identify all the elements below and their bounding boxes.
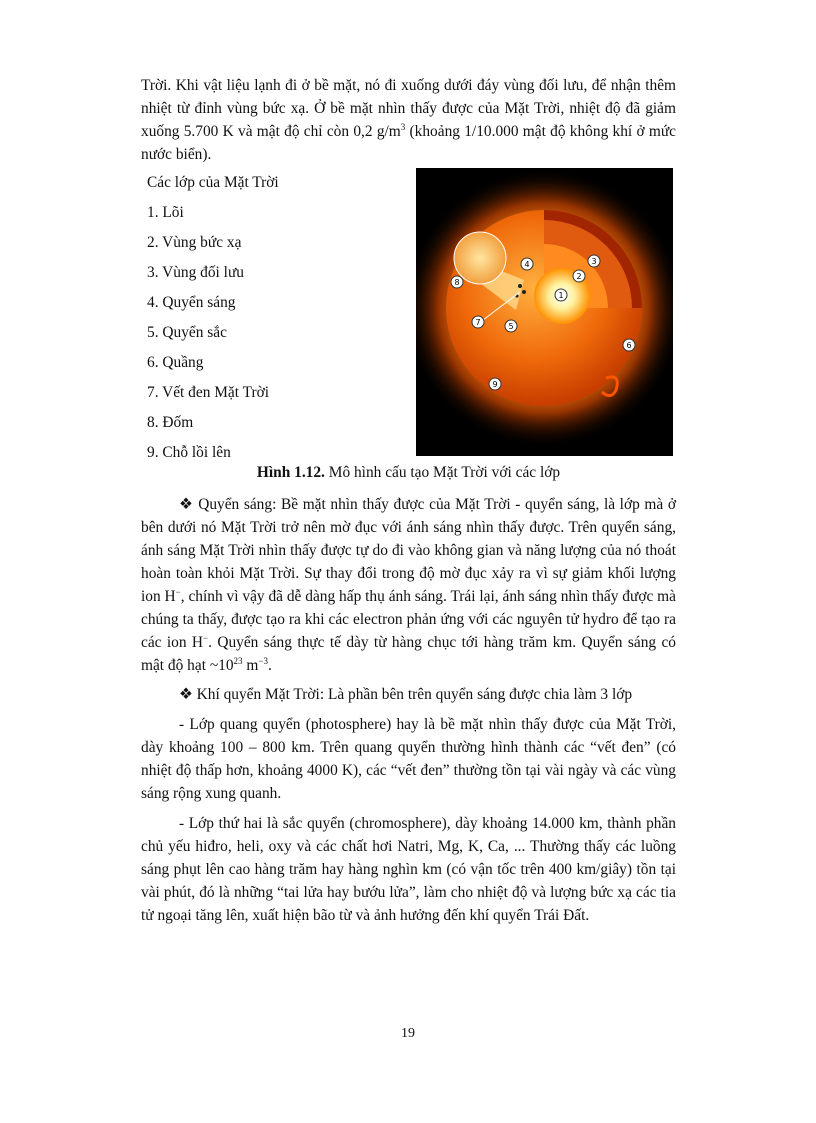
p1-text: , chính vì vậy đã dễ dàng hấp thụ ánh sáng. Trái lại, ánh sáng nhìn thấy được mà chúng ta thấy, được tạo ra khi các electron phản ứng với các nguyên tử hydro để tạo ra các ion H	[141, 588, 676, 651]
intro-paragraph	[141, 74, 676, 166]
p2-text: Khí quyển Mặt Trời: Là phần bên trên quyển sáng được chia làm 3 lớp	[192, 686, 633, 703]
list-item: 7. Vết đen Mặt Trời	[147, 384, 270, 401]
svg-text:2: 2	[576, 272, 582, 281]
p1-text: m	[242, 657, 259, 674]
svg-text:7: 7	[475, 318, 481, 327]
list-item: 9. Chỗ lồi lên	[147, 444, 231, 461]
svg-text:9: 9	[492, 380, 498, 389]
list-item: 3. Vùng đối lưu	[147, 264, 244, 281]
svg-text:3: 3	[591, 257, 597, 266]
marker-5	[505, 320, 517, 332]
superscript: 23	[233, 655, 243, 666]
superscript: −3	[258, 655, 268, 666]
chromosphere-paragraph: - Lớp thứ hai là sắc quyển (chromosphere), dày khoảng 14.000 km, thành phần chủ yếu hiđro, heli, oxy và các chất hơi Natri, Mg, K, Ca, ... Thường thấy các luồng sáng phụt lên cao hàng trăm hay hàng nghìn km (có vận tốc trên 400 km/giây) tồn tại vài phút, đó là những “tai lửa hay bướu lửa”, làm cho nhiệt độ và lượng bức xạ các tia tử ngoại tăng lên, xuất hiện bão từ và ảnh hưởng đến khí quyển Trái Đất.	[141, 815, 676, 924]
figure-caption	[141, 464, 676, 482]
granulation-inset	[454, 232, 506, 284]
marker-9	[489, 378, 501, 390]
list-item: 5. Quyển sắc	[147, 324, 227, 341]
bullet-icon: ❖	[179, 496, 194, 513]
intro-text: Trời. Khi vật liệu lạnh đi ở bề mặt, nó đi xuống dưới đáy vùng đối lưu, để nhận thêm nhiệt từ đỉnh vùng bức xạ. Ở bề mặt nhìn thấy được của Mặt Trời, nhiệt độ đã giảm xuống 5.700 K và mật độ chỉ còn 0,2 g/m	[141, 77, 676, 140]
svg-text:6: 6	[626, 341, 632, 350]
svg-text:1: 1	[558, 291, 564, 300]
list-item: 2. Vùng bức xạ	[147, 234, 242, 251]
sun-structure-figure	[416, 168, 673, 456]
p1-text: .	[267, 657, 272, 674]
marker-3	[588, 255, 600, 267]
svg-text:4: 4	[524, 260, 530, 269]
list-item: 4. Quyển sáng	[147, 294, 236, 311]
list-item: 6. Quầng	[147, 354, 204, 371]
p1-text: . Quyển sáng thực tế dày từ hàng chục tới hàng trăm km. Quyển sáng có mật độ hạt ~10	[141, 634, 676, 674]
list-heading: Các lớp của Mặt Trời	[147, 174, 279, 191]
list-item: 1. Lõi	[147, 204, 184, 221]
intro-superscript: 3	[400, 121, 406, 132]
marker-4	[521, 258, 533, 270]
page-number: 19	[401, 1026, 415, 1041]
list-item: 8. Đốm	[147, 414, 194, 431]
svg-text:8: 8	[454, 278, 460, 287]
bullet-icon: ❖	[179, 686, 193, 703]
sun-structure-illustration	[416, 168, 673, 456]
atmosphere-paragraph	[141, 683, 676, 706]
caption-text: Mô hình cấu tạo Mặt Trời với các lớp	[324, 464, 561, 481]
marker-2	[573, 270, 585, 282]
marker-6	[623, 339, 635, 351]
superscript: −	[175, 586, 181, 597]
intro-text-end: (khoảng 1/10.000 mật độ không khí ở mức nước biển).	[141, 123, 676, 163]
p1-text: Quyển sáng: Bề mặt nhìn thấy được của Mặt Trời - quyển sáng, là lớp mà ở bên dưới nó Mặt Trời trở nên mờ đục với ánh sáng nhìn thấy được. Trên quyển sáng, ánh sáng Mặt Trời nhìn thấy được tự do đi vào không gian và năng lượng của nó thoát hoàn toàn khỏi Mặt Trời. Sự thay đổi trong độ mờ đục xảy ra vì sự giảm khối lượng ion H	[141, 496, 676, 605]
caption-label: Hình 1.12.	[256, 464, 325, 481]
sun-layers-list	[147, 172, 397, 472]
svg-text:5: 5	[508, 322, 514, 331]
photosphere-paragraph	[141, 493, 676, 677]
marker-1	[555, 289, 567, 301]
superscript: −	[203, 632, 209, 643]
photosphere-layer-paragraph: - Lớp quang quyển (photosphere) hay là bề mặt nhìn thấy được của Mặt Trời, dày khoảng 100 – 800 km. Trên quang quyển thường hình thành các “vết đen” (có nhiệt độ thấp hơn, khoảng 4000 K), các “vết đen” thường tồn tại vài ngày và các vùng sáng rộng xung quanh.	[141, 716, 676, 802]
marker-8	[451, 276, 463, 288]
